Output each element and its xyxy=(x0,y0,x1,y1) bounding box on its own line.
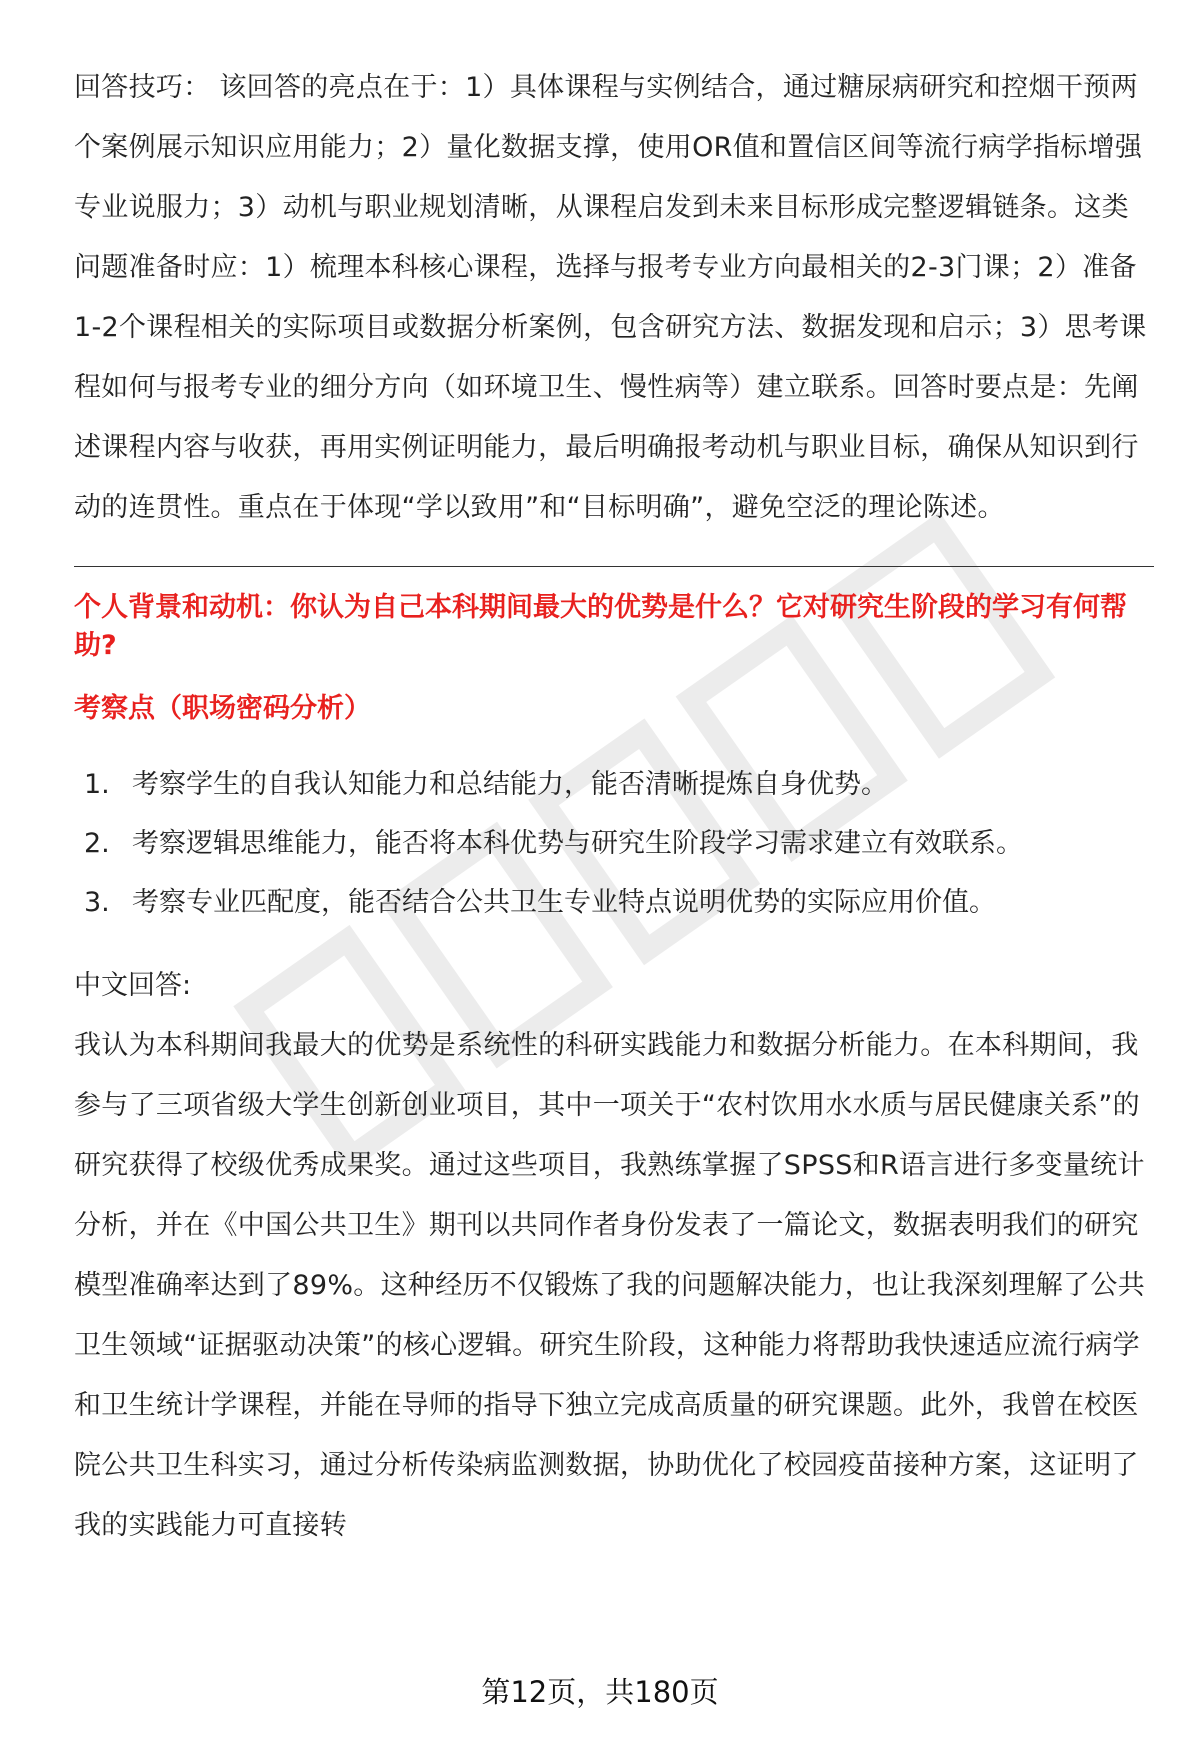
list-item-text: 考察逻辑思维能力，能否将本科优势与研究生阶段学习需求建立有效联系。 xyxy=(132,828,1023,859)
assessment-list xyxy=(74,755,1154,932)
section-divider xyxy=(74,566,1154,567)
list-item xyxy=(74,814,1154,873)
question-heading: 个人背景和动机：你认为自己本科期间最大的优势是什么？它对研究生阶段的学习有何帮助? xyxy=(74,592,1127,661)
list-item-number: 3. xyxy=(84,887,110,918)
assessment-title: 考察点（职场密码分析） xyxy=(74,693,371,724)
page-number: 第12页，共180页 xyxy=(481,1675,719,1709)
answer-label: 中文回答: xyxy=(74,970,192,1001)
page-content xyxy=(74,58,1154,1556)
list-item-number: 1. xyxy=(84,769,110,800)
list-item xyxy=(74,873,1154,932)
answer-paragraph: 我认为本科期间我最大的优势是系统性的科研实践能力和数据分析能力。在本科期间，我参与了三项省级大学生创新创业项目，其中一项关于“农村饮用水水质与居民健康关系”的研究获得了校级优秀成果奖。通过这些项目，我熟练掌握了SPSS和R语言进行多变量统计分析，并在《中国公共卫生》期刊以共同作者身份发表了一篇论文，数据表明我们的研究模型准确率达到了89%。这种经历不仅锻炼了我的问题解决能力，也让我深刻理解了公共卫生领域“证据驱动决策”的核心逻辑。研究生阶段，这种能力将帮助我快速适应流行病学和卫生统计学课程，并能在导师的指导下独立完成高质量的研究课题。此外，我曾在校医院公共卫生科实习，通过分析传染病监测数据，协助优化了校园疫苗接种方案，这证明了我的实践能力可直接转 xyxy=(74,1030,1146,1541)
list-item-text: 考察专业匹配度，能否结合公共卫生专业特点说明优势的实际应用价值。 xyxy=(132,887,996,918)
list-item-number: 2. xyxy=(84,828,110,859)
list-item xyxy=(74,755,1154,814)
answer-tip-paragraph: 回答技巧： 该回答的亮点在于：1）具体课程与实例结合，通过糖尿病研究和控烟干预两个案例展示知识应用能力；2）量化数据支撑，使用OR值和置信区间等流行病学指标增强专业说服力；3）动机与职业规划清晰，从课程启发到未来目标形成完整逻辑链条。这类问题准备时应：1）梳理本科核心课程，选择与报考专业方向最相关的2-3门课；2）准备1-2个课程相关的实际项目或数据分析案例，包含研究方法、数据发现和启示；3）思考课程如何与报考专业的细分方向（如环境卫生、慢性病等）建立联系。回答时要点是：先阐述课程内容与收获，再用实例证明能力，最后明确报考动机与职业目标，确保从知识到行动的连贯性。重点在于体现“学以致用”和“目标明确”，避免空泛的理论陈述。 xyxy=(74,72,1147,523)
list-item-text: 考察学生的自我认知能力和总结能力，能否清晰提炼自身优势。 xyxy=(132,769,888,800)
